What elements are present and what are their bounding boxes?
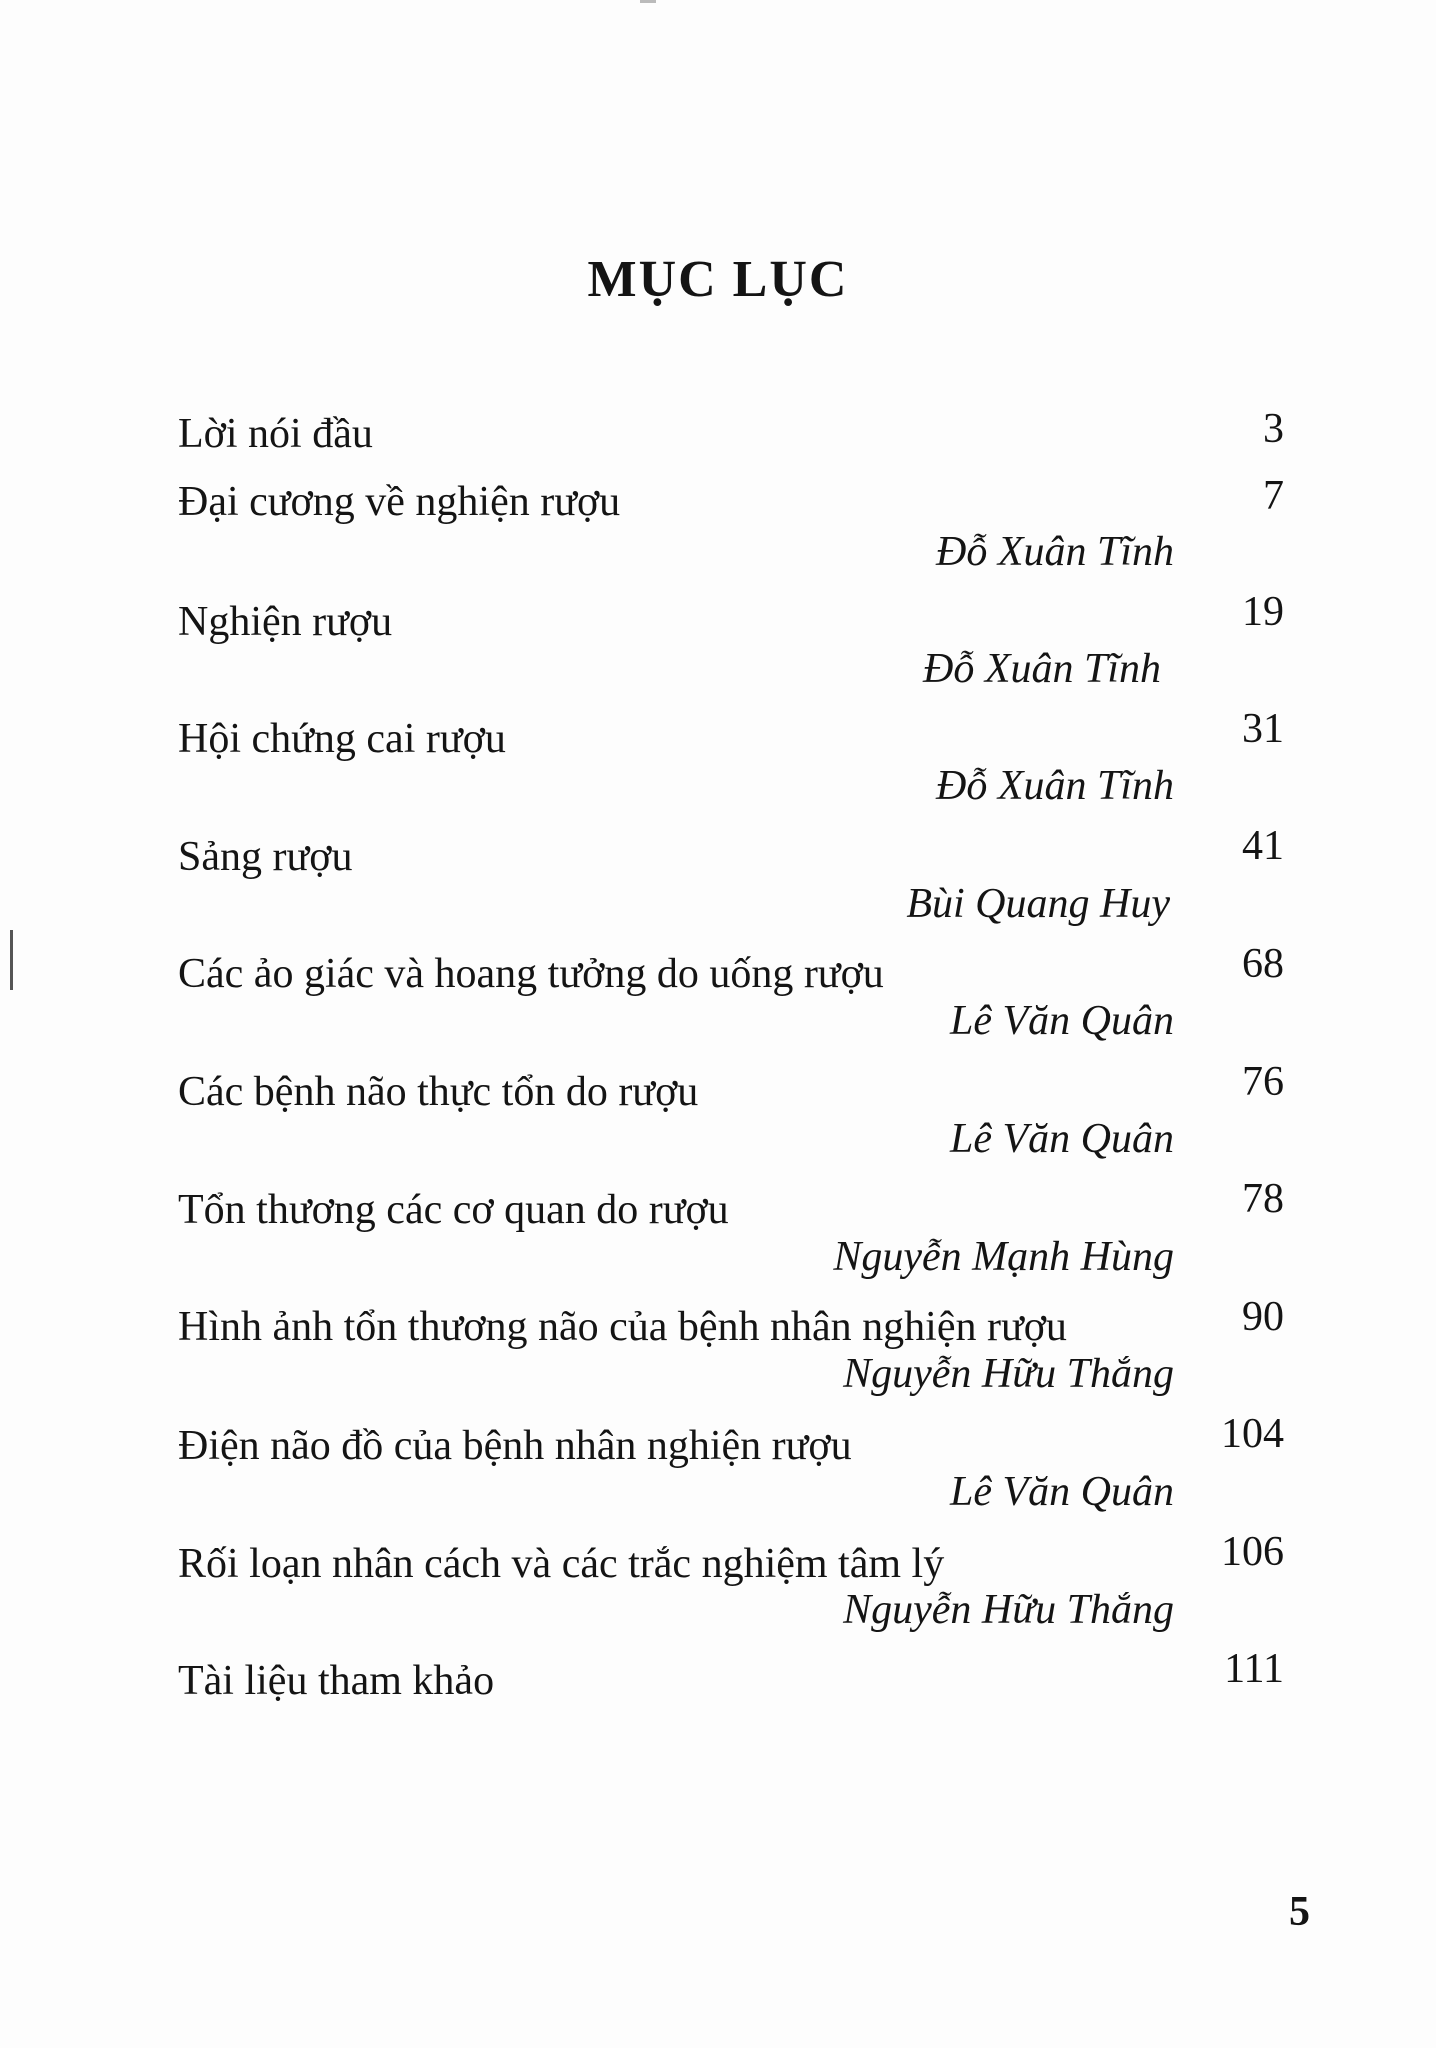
toc-entry-title: Lời nói đầu [178,411,373,457]
toc-entry-author: Nguyễn Mạnh Hùng [833,1234,1174,1280]
toc-entry-page: 76 [1242,1059,1284,1105]
toc-entry-author: Lê Văn Quân [950,998,1174,1044]
toc-entry-author: Lê Văn Quân [950,1116,1174,1162]
toc-entry-title: Các bệnh não thực tổn do rượu [178,1069,699,1115]
toc-entry-page: 31 [1242,706,1284,752]
toc-entry-page: 78 [1242,1176,1284,1222]
toc-entry-author: Đỗ Xuân Tĩnh [935,529,1174,575]
toc-entry-title: Đại cương về nghiện rượu [178,479,621,525]
toc-entry-author: Nguyễn Hữu Thắng [843,1351,1174,1397]
toc-entry-author: Lê Văn Quân [950,1469,1174,1515]
toc-entry-author: Đỗ Xuân Tĩnh [922,646,1161,692]
toc-entry-author: Bùi Quang Huy [906,881,1170,927]
toc-entry-title: Điện não đồ của bệnh nhân nghiện rượu [178,1423,852,1469]
toc-entry-title: Rối loạn nhân cách và các trắc nghiệm tâm lý [178,1541,945,1587]
toc-entry-title: Nghiện rượu [178,599,393,645]
toc-entry-page: 104 [1221,1411,1284,1457]
toc-entry-title: Hội chứng cai rượu [178,716,506,762]
toc-entry-author: Nguyễn Hữu Thắng [843,1587,1174,1633]
toc-entry-title: Các ảo giác và hoang tưởng do uống rượu [178,951,884,997]
toc-entry-page: 41 [1242,823,1284,869]
toc-entry-page: 19 [1242,589,1284,635]
toc-entry-title: Hình ảnh tổn thương não của bệnh nhân nghiện rượu [178,1304,1067,1350]
toc-entry-page: 106 [1221,1529,1284,1575]
page-title: MỤC LỤC [587,251,849,308]
toc-entry-title: Sảng rượu [178,834,353,880]
toc-entry-page: 3 [1263,406,1284,452]
toc-entry-page: 90 [1242,1294,1284,1340]
toc-entry-title: Tài liệu tham khảo [178,1658,495,1704]
page-number: 5 [1289,1889,1310,1935]
toc-entry-title: Tổn thương các cơ quan do rượu [178,1187,729,1233]
toc-entry-page: 68 [1242,941,1284,987]
toc-entry-page: 111 [1224,1646,1284,1692]
toc-entry-author: Đỗ Xuân Tĩnh [935,763,1174,809]
toc-entry-page: 7 [1263,473,1284,519]
